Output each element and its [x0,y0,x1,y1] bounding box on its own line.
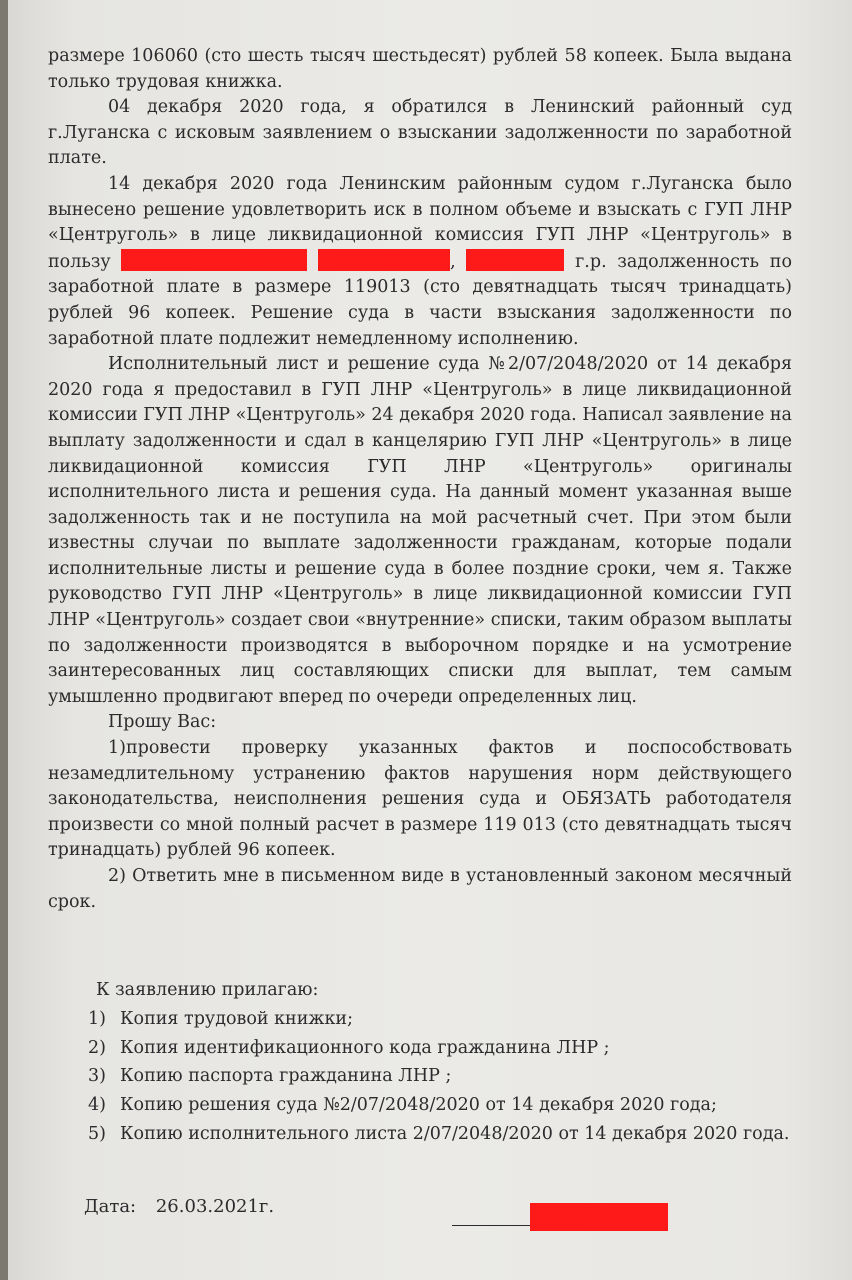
redacted-birthdate [466,249,564,271]
document-body [48,44,792,915]
redacted-name [318,249,450,271]
paragraph-salary-amount: размере 106060 (сто шесть тысяч шестьдесят) рублей 58 копеек. Была выдана только трудовая книжка. [48,46,792,92]
attachments-section [88,976,808,1149]
date-line [84,1196,274,1217]
paragraph-court-decision [48,172,792,352]
attachment-item: 1) Копия трудовой книжки; [88,1008,353,1029]
date-value: 26.03.2021г. [155,1196,275,1217]
paragraph-enforcement: Исполнительный лист и решение суда №2/07/2048/2020 от 14 декабря 2020 года я предоставил в ГУП ЛНР «Центруголь» в лице ликвидационной комиссии ГУП ЛНР «Центруголь» 24 декабря 2020 года. Написал заявление на выплату задолженности и сдал в канцелярию ГУП ЛНР «Центруголь» в лице ликвидационной комиссия ГУП ЛНР «Центруголь» оригиналы исполнительного листа и решения суда. На данный момент указанная выше задолженность так и не поступила на мой расчетный счет. При этом были известны случаи по выплате задолженности гражданам, которые подали исполнительные листы и решение суда в более поздние сроки, чем я. Также руководство ГУП ЛНР «Центруголь» в лице ликвидационной комиссии ГУП ЛНР «Центруголь» создает свои «внутренние» списки, таким образом выплаты по задолженности производятся в выборочном порядке и на усмотрение заинтересованных лиц составляющих списки для выплат, тем самым умышленно продвигают вперед по очереди определенных лиц. [48,354,792,707]
attachments-heading: К заявлению прилагаю: [96,980,319,1000]
redacted-signature [530,1203,668,1231]
attachment-item: 3) Копию паспорта гражданина ЛНР ; [88,1066,452,1087]
court-decision-start: 14 декабря 2020 года Ленинским районным судом г.Луганска было вынесено решение удовлетворить иск в полном объеме и взыскать с ГУП ЛНР «Центруголь» в лице ликвидационной комиссия ГУП ЛНР «Центруголь» в пользу [48,173,792,272]
date-label: Дата: [84,1196,137,1217]
request-item-2: 2) Ответить мне в письменном виде в установленный законом месячный срок. [48,866,792,912]
request-item-1: 1)провести проверку указанных фактов и поспособствовать незамедлительному устранению фактов нарушения норм действующего законодательства, неисполнения решения суда и ОБЯЗАТЬ работодателя произвести со мной полный расчет в размере 119 013 (сто девятнадцать тысяч тринадцать) рублей 96 копеек. [48,738,792,861]
attachment-item: 5) Копию исполнительного листа 2/07/2048/2020 от 14 декабря 2020 года. [88,1123,790,1144]
attachment-item: 2) Копия идентификационного кода гражданина ЛНР ; [88,1037,610,1058]
paragraph-lawsuit-filed: 04 декабря 2020 года, я обратился в Ленинский районный суд г.Луганска с исковым заявлением о взыскании задолженности по заработной плате. [48,97,792,169]
comma: , [450,251,456,272]
attachment-item: 4) Копию решения суда №2/07/2048/2020 от 14 декабря 2020 года; [88,1095,717,1116]
request-heading: Прошу Вас: [108,712,217,733]
redacted-surname [121,249,307,271]
document-page [8,0,852,1280]
court-decision-end: г.р. задолженность по заработной плате в размере 119013 (сто девятнадцать тысяч тринадцать) рублей 96 копеек. Решение суда в части взыскания задолженности по заработной плате подлежит немедленному исполнению. [48,251,792,349]
signature-line [452,1201,532,1226]
